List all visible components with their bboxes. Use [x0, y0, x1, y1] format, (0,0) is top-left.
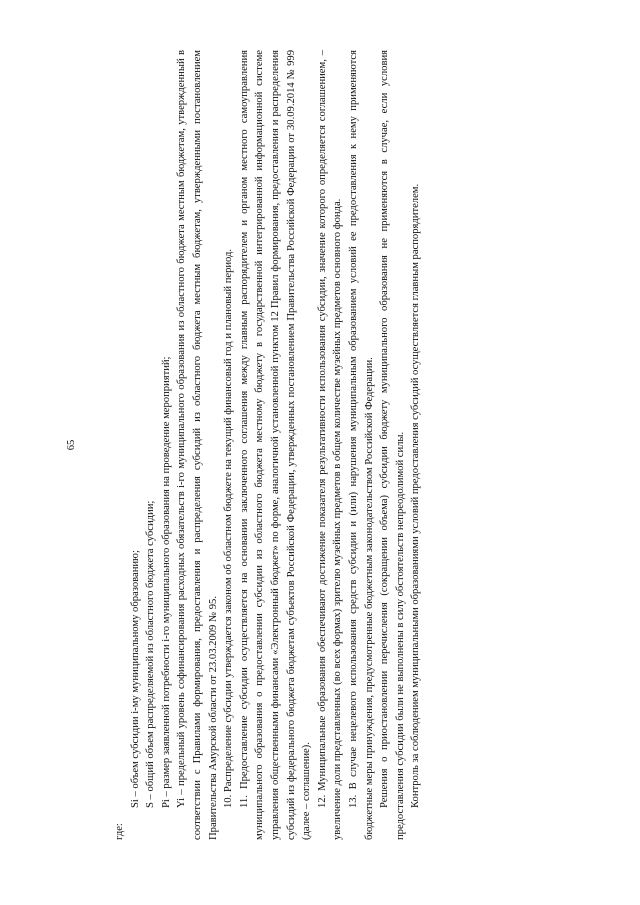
- paragraph-12: 12. Муниципальные образования обеспечивают достижение показателя результативности использования субсидии, значение которого определяется соглашением, – увеличение доли представленных (во всех формах) зрителю музейных предметов в общем количестве музейных предметов основного фонда.: [316, 50, 344, 840]
- paragraph-10: 10. Распределение субсидии утверждается законом об областном бюджете на текущий финансовый год и плановый период.: [223, 248, 235, 808]
- rotated-text-block: [66, 50, 522, 840]
- paragraph-control: Контроль за соблюдением муниципальными образованиями условий предоставления субсидий осуществляется главным распорядителем.: [410, 183, 422, 808]
- variable-si: Si – объем субсидии i-му муниципальному образованию;: [129, 550, 141, 808]
- variable-definitions: [128, 50, 222, 840]
- paragraph-suspension-decisions: Решения о приостановлении перечисления (сокращении объема) субсидии бюджету муниципального образования не применяются в случае, если условия предоставления субсидии были не выполнены в силу обстоятельств непреодолимой силы.: [379, 50, 406, 840]
- variable-pi: Pi – размер заявленной потребности i-го муниципального образования на проведение мероприятий;: [160, 356, 172, 808]
- variable-s: S – общий объем распределяемой из областного бюджета субсидии;: [145, 500, 157, 808]
- paragraph-11: 11. Предоставление субсидии осуществляется на основании заключенного соглашения между главным распорядителем и органом местного самоуправления муниципального образования о предоставлении субсидии из областного бюджета местному бюджету в государственной интегрированной информационной системе управления общественными финансами «Электронный бюджет» по форме, аналогичной установленной пунктом 12 Правил формирования, предоставления и распределения субсидий из федерального бюджета бюджетам субъектов Российской Федерации, утвержденных постановлением Правительства Российской Федерации от 30.09.2014 № 999 (далее – соглашение).: [238, 50, 313, 840]
- page-number: 65: [66, 439, 77, 451]
- paragraph-13: 13. В случае нецелевого использования средств субсидии и (или) нарушения муниципальным образованием условий ее предоставления к нему применяются бюджетные меры принуждения, предусмотренные бюджетным законодательством Российской Федерации.: [347, 50, 375, 840]
- variable-yi: Yi – предельный уровень софинансирования расходных обязательств i-го муниципального образования из областного бюджета местным бюджетам, утвержденный в соответствии с Правилами формирования, предоставления и распределения субсидий из областного бюджета местным бюджетам, утвержденными постановлением Правительства Амурской области от 23.03.2009 № 95.: [176, 50, 219, 840]
- where-label: где:: [114, 823, 125, 840]
